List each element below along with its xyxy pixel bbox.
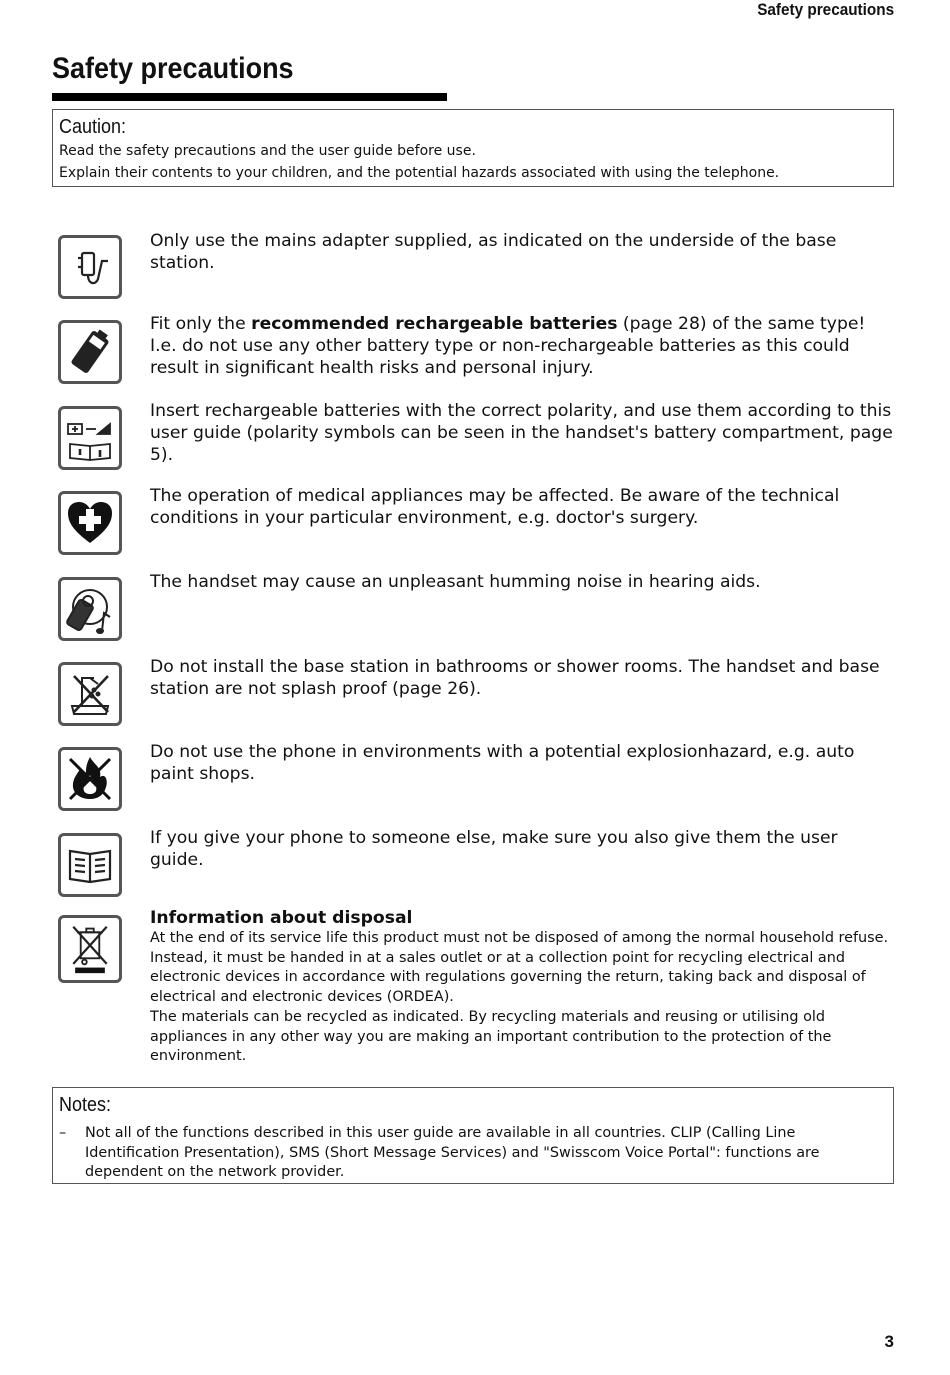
no-shower-icon: [58, 662, 122, 726]
user-guide-book-icon: [58, 833, 122, 897]
safety-item: Do not use the phone in environments with a potential explosionhazard, e.g. auto paint shops.: [150, 742, 855, 784]
emphasis-text: recommended rechargeable batteries: [251, 314, 618, 334]
running-header: Safety precautions: [757, 0, 894, 19]
battery-polarity-icon: [58, 406, 122, 470]
battery-icon: [58, 320, 122, 384]
safety-item: Do not install the base station in bathrooms or shower rooms. The handset and base station are not splash proof (page 26).: [150, 657, 880, 699]
mains-adapter-icon: [58, 235, 122, 299]
safety-item: The handset may cause an unpleasant humming noise in hearing aids.: [150, 572, 761, 592]
safety-item: If you give your phone to someone else, make sure you also give them the user guide.: [150, 828, 838, 870]
medical-heart-icon: [58, 491, 122, 555]
notes-text: Not all of the functions described in this user guide are available in all countries. CLIP (Calling Line Identification Presentation), SMS (Short Message Services) and "Swisscom Voice Portal": functions are dependent on the network provider.: [85, 1125, 820, 1180]
title-underline: [52, 93, 447, 101]
notes-item: [59, 1124, 887, 1183]
safety-item: The operation of medical appliances may be affected. Be aware of the technical conditions in your particular environment, e.g. doctor's surgery.: [150, 486, 840, 528]
caution-line: Explain their contents to your children, and the potential hazards associated with using the telephone.: [59, 165, 780, 181]
caution-heading: Caution:: [59, 116, 127, 138]
disposal-heading: Information about disposal: [150, 908, 413, 928]
page-number: 3: [884, 1332, 894, 1351]
safety-item: Fit only the recommended rechargeable batteries (page 28) of the same type! I.e. do not use any other battery type or non-rechargeable batteries as this could result in significant health risks and personal injury.: [150, 314, 866, 378]
explosion-hazard-icon: [58, 747, 122, 811]
safety-item: Insert rechargeable batteries with the correct polarity, and use them according to this user guide (polarity symbols can be seen in the handset's battery compartment, page 5).: [150, 401, 893, 465]
disposal-paragraph: At the end of its service life this product must not be disposed of among the normal household refuse. Instead, it must be handed in at a sales outlet or at a collection point for recycling electrical and electronic devices in accordance with regulations governing the return, taking back and disposal of electrical and electronic devices (ORDEA).: [150, 930, 889, 1005]
crossed-bin-icon: [58, 915, 122, 983]
notes-box: [52, 1087, 894, 1184]
safety-item: Only use the mains adapter supplied, as indicated on the underside of the base station.: [150, 231, 837, 273]
list-dash: –: [59, 1125, 67, 1141]
caution-line: Read the safety precautions and the user guide before use.: [59, 143, 476, 159]
notes-heading: Notes:: [59, 1094, 112, 1116]
caution-box: [52, 109, 894, 187]
disposal-paragraph: The materials can be recycled as indicated. By recycling materials and reusing or utilising old appliances in any other way you are making an important contribution to the protection of the environment.: [150, 1009, 832, 1064]
hearing-aid-icon: [58, 577, 122, 641]
page-title: Safety precautions: [52, 52, 294, 85]
